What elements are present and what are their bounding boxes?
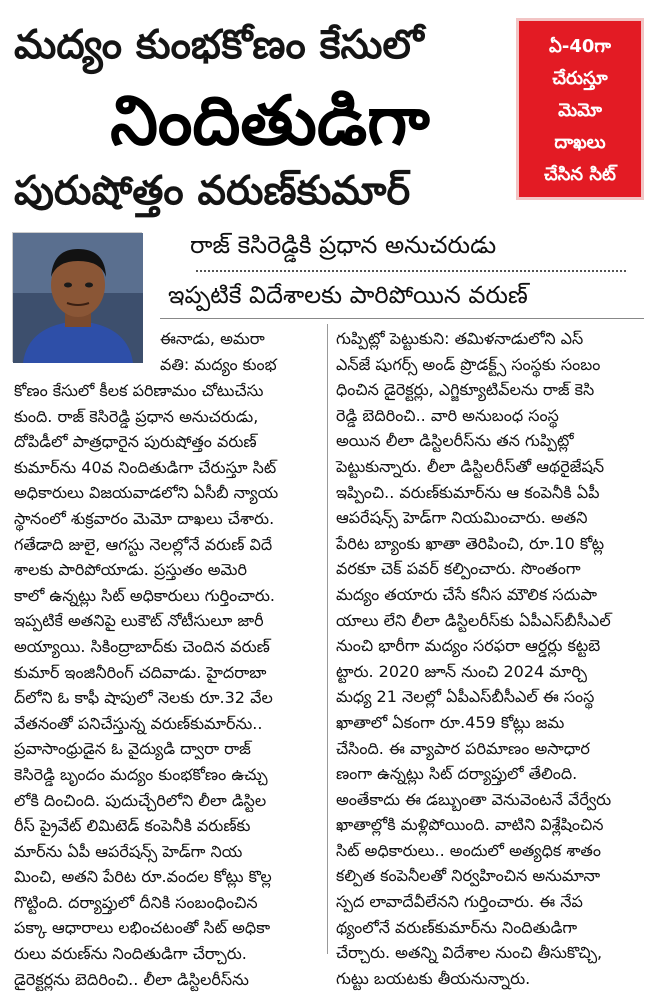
text-line: ఖాతాల్లోకి మళ్లిపోయింది. వాటిని విశ్లేషించిన (336, 815, 604, 835)
text-line: మధ్య 21 నెలల్లో ఏపీఎస్‌బీసీఎల్ ఈ సంస్థ (336, 687, 595, 707)
text-line: ద్‌లోని ఓ కాఫీ షాపులో నెలకు రూ.32 వేల (14, 688, 273, 708)
text-line: రీస్ ప్రైవేట్ లిమిటెడ్ కంపెనీకి వరుణ్‌కు (14, 816, 251, 836)
text-line: ట్టారు. 2020 జూన్ నుంచి 2024 మార్చి (336, 661, 588, 681)
text-line: ణంగా ఉన్నట్లు సిట్ దర్యాప్తులో తేలింది. (336, 764, 578, 784)
headline-line-1: మద్యం కుంభకోణం కేసులో (14, 22, 424, 68)
text-line: మించి, అతని పేరిట రూ.వందల కోట్లు కొల్ల (14, 867, 272, 887)
text-line: గతేడాది జులై, ఆగస్టు నెలల్లోనే వరుణ్ విదే (14, 534, 273, 554)
text-line: స్థానంలో శుక్రవారం మెమో దాఖలు చేశారు. (14, 508, 275, 528)
red-callout-line: ఏ-40గా (549, 36, 611, 57)
text-line: ప్రవాసాంధ్రుడైన ఓ వైద్యుడి ద్వారా రాజ్ (14, 739, 251, 759)
red-callout-line: మెమో (558, 100, 602, 121)
text-line: వరకూ చెక్ పవర్ కల్పించారు. సొంతంగా (336, 559, 581, 579)
subheading-divider (160, 318, 644, 319)
text-line: దోపిడీలో పాత్రధారైన పురుషోత్తం వరుణ్ (14, 432, 257, 452)
text-line: పేరిట బ్యాంకు ఖాతా తెరిపించి, రూ.10 కోట్ల (336, 533, 605, 553)
text-line: ఇప్పించి.. వరుణ్‌కుమార్‌ను ఆ కంపెనీకి ఏపీ (336, 482, 600, 502)
text-line: కెసిరెడ్డి బృందం మద్యం కుంభకోణం ఉచ్చు (14, 764, 268, 784)
text-line: రులు వరుణ్‌ను నిందితుడిగా చేర్చారు. (14, 944, 247, 964)
text-line: కోణం కేసులో కీలక పరిణామం చోటుచేసు (14, 381, 264, 400)
person-photo (12, 232, 142, 362)
red-callout-line: చేరుస్తూ (552, 68, 608, 89)
text-line: అధికారులు విజయవాడలోని ఏసీబీ న్యాయ (14, 483, 279, 503)
text-line: లోకి దించింది. పుదుచ్చేరిలోని లీలా డిస్టిల (14, 790, 267, 810)
text-line: డైరెక్టర్లను బెదిరించి.. లీలా డిస్టిలరీస్‌ను (14, 969, 249, 989)
text-line: చేర్చారు. అతన్ని విదేశాల నుంచి తీసుకొచ్చి, (336, 943, 603, 963)
text-line: రెడ్డి బెదిరించి.. వారి అనుబంధ సంస్థ (336, 405, 559, 425)
text-line: కుంది. రాజ్ కెసిరెడ్డి ప్రధాన అనుచరుడు, (14, 406, 259, 426)
text-line: స్పద లావాదేవీలేనని గుర్తించారు. ఈ నేప (336, 892, 583, 912)
text-line: ధించిన డైరెక్టర్లు, ఎగ్జిక్యూటివ్‌లను రాజ్ కెసి (336, 380, 595, 400)
headline-line-2: నిందితుడిగా (110, 82, 430, 161)
headline-line-3: పురుషోత్తం వరుణ్‌కుమార్ (14, 168, 411, 214)
text-line: శాలకు పారిపోయాడు. ప్రస్తుతం అమెరి (14, 560, 247, 580)
text-line: కుమార్ ఇంజినీరింగ్ చదివాడు. హైదరాబా (14, 662, 267, 682)
text-line: సిట్ అధికారులు.. అందులో అత్యధిక శాతం (336, 840, 601, 860)
text-line: అయ్యాయి. సికింద్రాబాద్‌కు చెందిన వరుణ్ (14, 636, 270, 656)
text-line: నుంచి భారీగా మద్యం సరఫరా ఆర్డర్లు కట్టబె (336, 636, 601, 656)
subheading-1: రాజ్ కెసిరెడ్డికి ప్రధాన అనుచరుడు (190, 231, 497, 259)
person-photo-illustration (13, 233, 143, 363)
text-line: అయిన లీలా డిస్టిలరీస్‌ను తన గుప్పిట్లో (336, 431, 574, 451)
text-line: యాలు లేని లీలా డిస్టిలరీస్‌కు ఏపీఎస్‌బీసీఎల్ (336, 610, 611, 630)
text-line: పక్కా ఆధారాలు లభించటంతో సిట్ అధికా (14, 918, 271, 938)
red-callout-box (516, 18, 644, 200)
text-line: మద్యం తయారు చేసే కనీస మౌలిక సదుపా (336, 584, 597, 604)
column-divider (327, 324, 328, 954)
right-column (336, 326, 642, 991)
dotted-divider (196, 270, 626, 272)
red-callout-line: చేసిన సిట్ (544, 164, 616, 185)
text-line: పెట్టుకున్నారు. లీలా డిస్టిలరీస్‌తో ఆథరైజేషన్ (336, 456, 605, 476)
text-line: ఖాతాలో ఏకంగా రూ.459 కోట్లు జమ (336, 712, 565, 732)
left-column-intro (160, 326, 320, 377)
text-line: కల్పిత కంపెనీలతో నిర్వహించిన అనుమానా (336, 866, 601, 886)
left-column (14, 378, 320, 992)
text-line: వతి: మద్యం కుంభ (160, 354, 277, 374)
red-callout-line: దాఖలు (554, 132, 606, 153)
text-line: గొట్టింది. దర్యాప్తులో దీనికి సంబంధించిన (14, 892, 258, 912)
text-line: ఇప్పటికే అతనిపై లుకౌట్ నోటీసులూ జారీ (14, 611, 264, 631)
text-line: ఈనాడు, అమరా (160, 329, 265, 348)
text-line: కాలో ఉన్నట్లు సిట్ అధికారులు గుర్తించారు. (14, 585, 275, 605)
text-line: అంతేకాదు ఈ డబ్బుంతా వెనువెంటనే వేర్వేరు (336, 789, 612, 809)
text-line: ఆపరేషన్స్ హెడ్‌గా నియమించారు. అతని (336, 508, 588, 528)
subheading-2: ఇప్పటికే విదేశాలకు పారిపోయిన వరుణ్ (168, 281, 528, 309)
text-line: గుట్టు బయటకు తీయనున్నారు. (336, 968, 531, 988)
text-line: గుప్పిట్లో పెట్టుకుని: తమిళనాడులోని ఎస్ (336, 329, 584, 348)
text-line: ఎన్‌జే షుగర్స్ అండ్ ప్రొడక్ట్స్ సంస్థకు సంబం (336, 354, 601, 374)
text-line: మార్‌ను ఏపీ ఆపరేషన్స్ హెడ్‌గా నియ (14, 841, 243, 861)
text-line: థ్యంలోనే వరుణ్‌కుమార్‌ను నిందితుడిగా (336, 917, 578, 937)
text-line: చేసింది. ఈ వ్యాపార పరిమాణం అసాధార (336, 738, 590, 758)
text-line: కుమార్‌ను 40వ నిందితుడిగా చేరుస్తూ సిట్ (14, 457, 277, 477)
text-line: వేతనంతో పనిచేస్తున్న వరుణ్‌కుమార్‌ను.. (14, 713, 263, 733)
